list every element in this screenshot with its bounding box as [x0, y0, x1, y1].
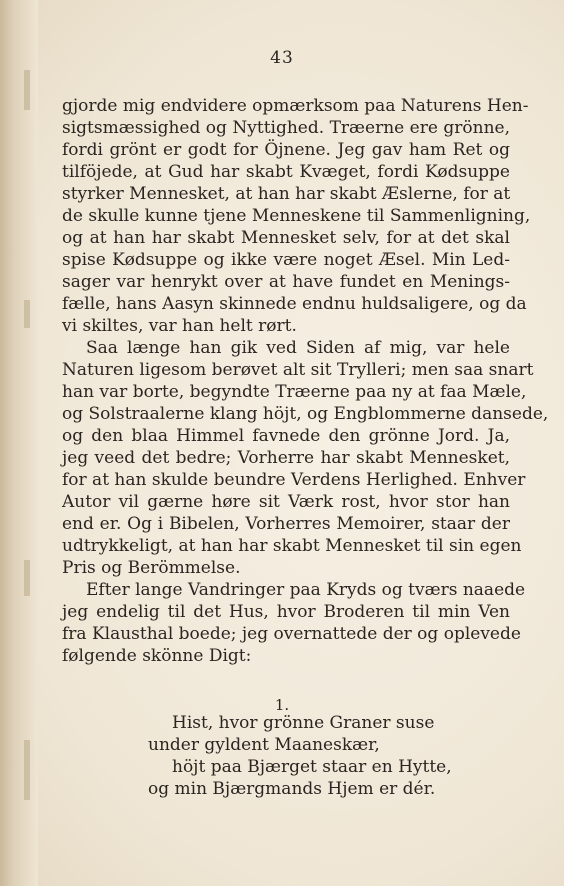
- gutter-stain: [24, 740, 30, 800]
- poem: [148, 712, 452, 800]
- text-line: for at han skulde beundre Verdens Herlighed. Enhver: [62, 470, 526, 490]
- text-line: og Solstraalerne klang höjt, og Engblommerne dansede,: [62, 404, 549, 424]
- text-line: udtrykkeligt, at han har skabt Mennesket til sin egen: [62, 536, 522, 556]
- page-gutter: [0, 0, 38, 886]
- text-line: fordi grönt er godt for Öjnene. Jeg gav ham Ret og: [62, 140, 510, 160]
- text-line: tilföjede, at Gud har skabt Kvæget, fordi Kødsuppe: [62, 162, 510, 182]
- text-line: følgende skönne Digt:: [62, 646, 252, 666]
- text-line: Pris og Berömmelse.: [62, 558, 241, 578]
- text-line: styrker Mennesket, at han har skabt Æslerne, for at: [62, 184, 511, 204]
- text-line: og at han har skabt Mennesket selv, for at det skal: [62, 228, 510, 248]
- text-line: sager var henrykt over at have fundet en Menings-: [62, 272, 510, 292]
- text-line: Efter lange Vandringer paa Kryds og tværs naaede: [86, 580, 526, 600]
- gutter-stain: [24, 560, 30, 596]
- text-line: Naturen ligesom berøvet alt sit Trylleri; men saa snart: [62, 360, 534, 380]
- text-line: sigtsmæssighed og Nyttighed. Træerne ere grönne,: [62, 118, 510, 138]
- poem-line: og min Bjærgmands Hjem er dér.: [148, 779, 436, 799]
- poem-line: höjt paa Bjærget staar en Hytte,: [172, 757, 452, 777]
- text-line: jeg veed det bedre; Vorherre har skabt Mennesket,: [62, 448, 510, 468]
- text-line: vi skiltes, var han helt rørt.: [62, 316, 297, 336]
- text-line: og den blaa Himmel favnede den grönne Jord. Ja,: [62, 426, 510, 446]
- text-line: de skulle kunne tjene Menneskene til Sammenligning,: [62, 206, 531, 226]
- text-line: han var borte, begyndte Træerne paa ny at faa Mæle,: [62, 382, 527, 402]
- poem-line: Hist, hvor grönne Graner suse: [172, 713, 435, 733]
- text-line: Saa længe han gik ved Siden af mig, var hele: [86, 338, 510, 358]
- poem-line: under gyldent Maaneskær,: [148, 735, 380, 755]
- poem-number: 1.: [274, 696, 290, 714]
- text-line: fælle, hans Aasyn skinnede endnu huldsaligere, og da: [62, 294, 527, 314]
- text-line: end er. Og i Bibelen, Vorherres Memoirer, staar der: [62, 514, 510, 534]
- text-line: fra Klausthal boede; jeg overnattede der og oplevede: [62, 624, 521, 644]
- text-line: Autor vil gærne høre sit Værk rost, hvor stor han: [62, 492, 510, 512]
- page-number: 43: [270, 48, 294, 68]
- text-line: jeg endelig til det Hus, hvor Broderen til min Ven: [62, 602, 510, 622]
- gutter-stain: [24, 70, 30, 110]
- text-line: gjorde mig endvidere opmærksom paa Naturens Hen-: [62, 96, 529, 116]
- gutter-stain: [24, 300, 30, 328]
- body-text: [62, 95, 549, 667]
- text-line: spise Kødsuppe og ikke være noget Æsel. Min Led-: [62, 250, 510, 270]
